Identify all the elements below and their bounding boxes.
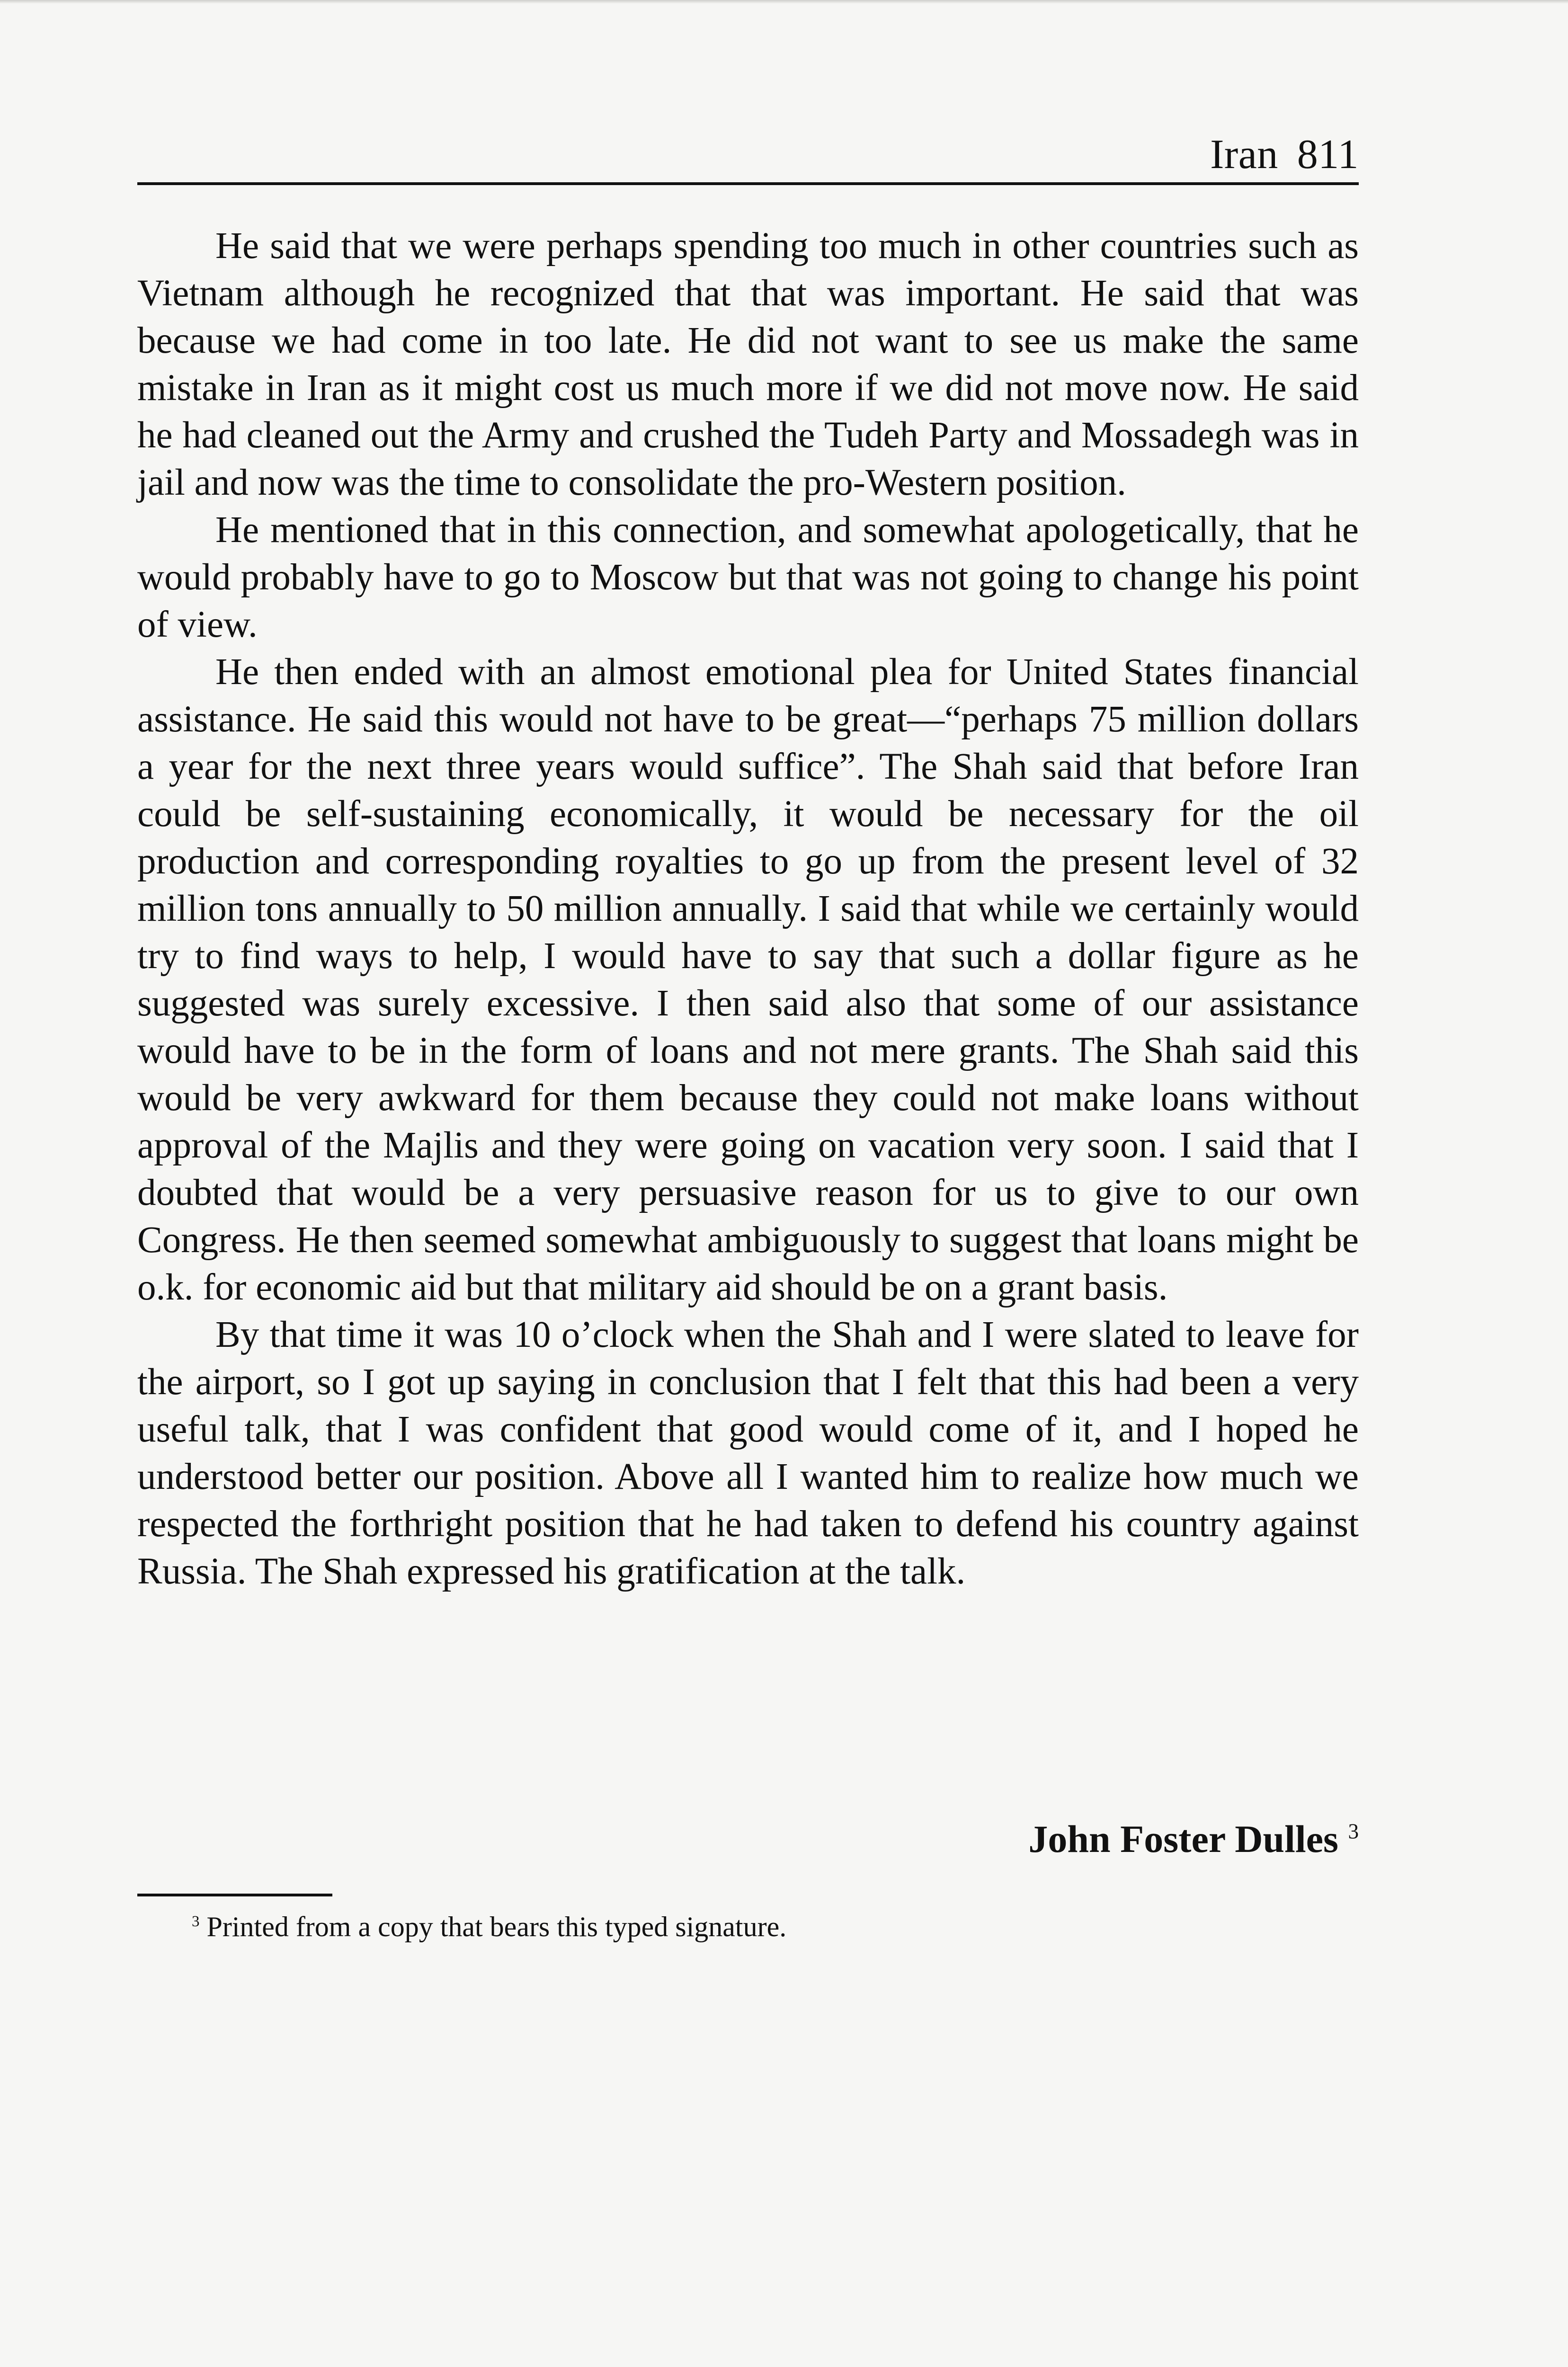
page-top-edge: [0, 0, 1568, 4]
footnote-divider: [137, 1894, 332, 1896]
signature-name: John Foster Dulles: [1028, 1817, 1338, 1860]
signature: [137, 1813, 1359, 1865]
paragraph-3: He then ended with an almost emotional plea for United States financial assistance. He said this would not have to be great—“perhaps 75 million dollars a year for the next three years would suffice”. The Shah said that before Iran could be self-sustaining economically, it would be necessary for the oil production and corresponding royalties to go up from the present level of 32 million tons annually to 50 million annually. I said that while we certainly would try to find ways to help, I would have to say that such a dollar figure as he suggested was surely excessive. I then said also that some of our assistance would have to be in the form of loans and not mere grants. The Shah said this would be very awkward for them because they could not make loans without approval of the Majlis and they were going on vacation very soon. I said that I doubted that would be a very persuasive reason for us to give to our own Congress. He then seemed somewhat ambiguously to suggest that loans might be o.k. for economic aid but that military aid should be on a grant basis.: [137, 651, 1359, 1308]
body-text: [137, 222, 1359, 1595]
signature-footnote-marker: 3: [1348, 1819, 1359, 1843]
paragraph-2: He mentioned that in this connection, and somewhat apologetically, that he would probably have to go to Moscow but that was not going to change his point of view.: [137, 509, 1359, 645]
paragraph-1: He said that we were perhaps spending too much in other countries such as Vietnam although he recognized that that was important. He said that was because we had come in too late. He did not want to see us make the same mistake in Iran as it might cost us much more if we did not move now. He said he had cleaned out the Army and crushed the Tudeh Party and Mossadegh was in jail and now was the time to consolidate the pro-Western position.: [137, 225, 1359, 503]
footnote: [192, 1905, 1328, 1948]
running-head-title: Iran: [1210, 132, 1278, 178]
footnote-text: Printed from a copy that bears this typed signature.: [206, 1911, 787, 1942]
page-number: 811: [1297, 132, 1359, 178]
paragraph-4: By that time it was 10 o’clock when the Shah and I were slated to leave for the airport, so I got up saying in conclusion that I felt that this had been a very useful talk, that I was confident that good would come of it, and I hoped he understood better our position. Above all I wanted him to realize how much we respected the forthright position that he had taken to defend his country against Russia. The Shah expressed his gratification at the talk.: [137, 1314, 1359, 1592]
footnote-marker: 3: [192, 1913, 200, 1930]
running-head: [1210, 131, 1359, 178]
page-header: [137, 121, 1359, 185]
